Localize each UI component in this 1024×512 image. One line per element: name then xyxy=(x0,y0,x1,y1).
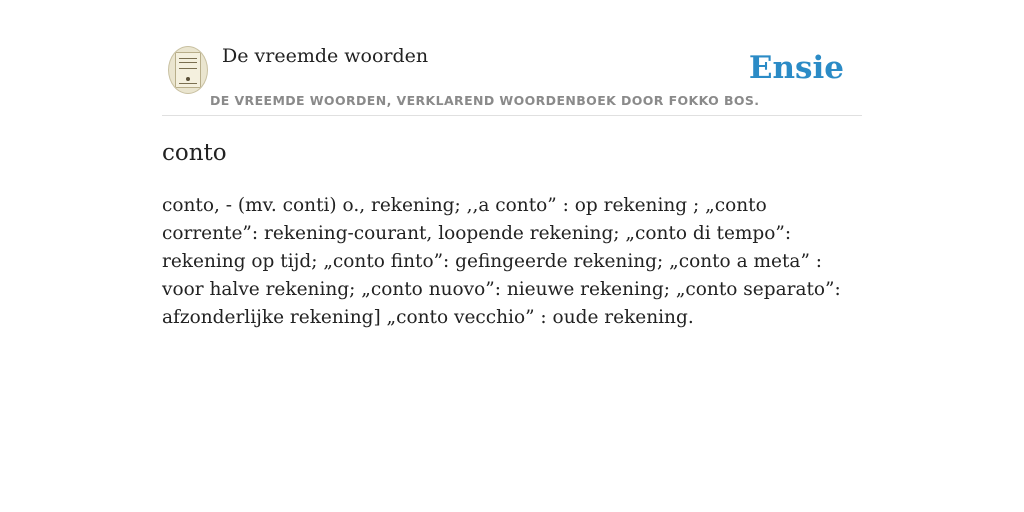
cover-dot xyxy=(186,77,190,81)
book-cover-icon[interactable] xyxy=(168,46,208,94)
entry-definition: conto, - (mv. conti) o., rekening; ,,a conto” : op rekening ; „conto corrente”: rekening-courant, loopende rekening; „conto di tempo”: rekening op tijd; „conto finto”: gefingeerde rekening; „conto a meta” : voor halve rekening; „conto nuovo”: nieuwe rekening; „conto separato”: afzonderlijke rekening] „conto vecchio” : oude rekening. xyxy=(162,195,841,328)
brand-logo[interactable]: Ensie xyxy=(748,50,844,86)
book-cover-inner xyxy=(175,52,201,88)
book-subtitle: DE VREEMDE WOORDEN, VERKLAREND WOORDENBOEK DOOR FOKKO BOS. xyxy=(210,93,760,108)
content-container xyxy=(162,0,862,328)
header xyxy=(162,0,862,116)
book-title[interactable]: De vreemde woorden xyxy=(222,45,429,67)
cover-line xyxy=(179,58,197,59)
cover-line xyxy=(179,83,197,84)
cover-line xyxy=(179,62,197,63)
entry-word: conto xyxy=(162,140,227,166)
cover-line xyxy=(179,68,197,69)
